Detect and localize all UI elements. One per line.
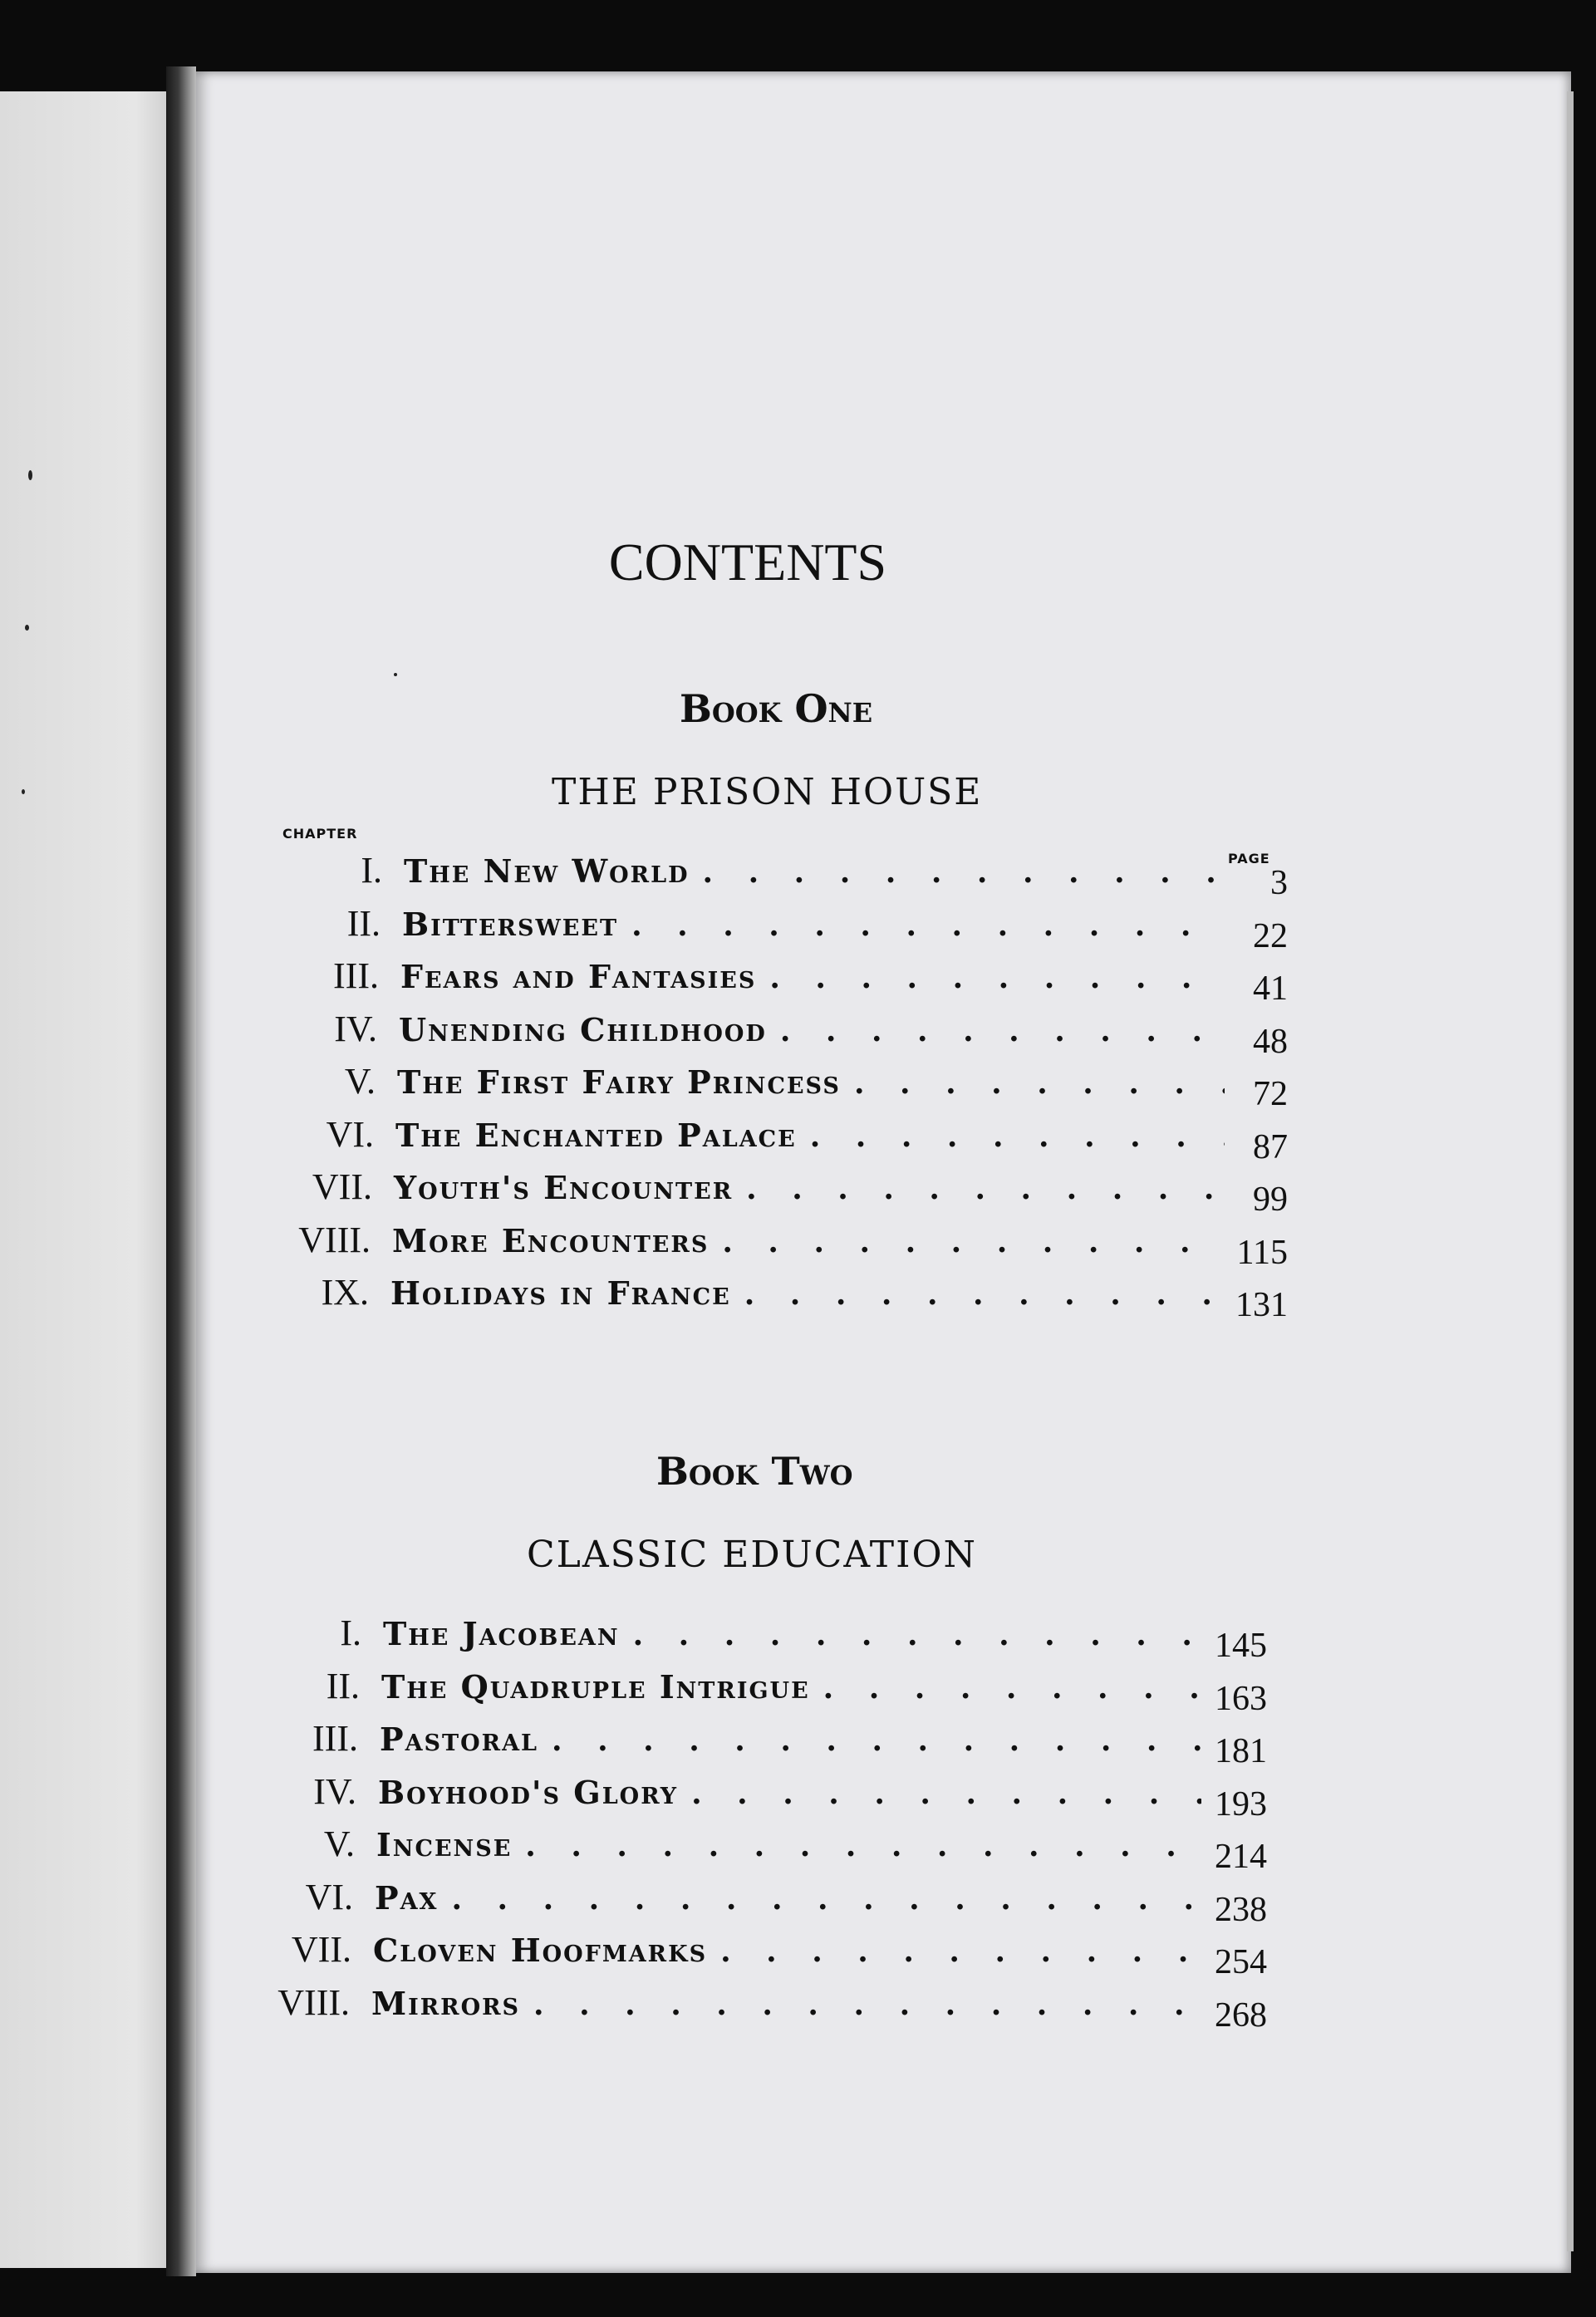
toc-entry xyxy=(249,1113,1288,1166)
toc-entry xyxy=(225,1981,1267,2035)
dot-leader xyxy=(720,1934,1201,1969)
dot-leader xyxy=(633,1617,1201,1652)
chapter-title: Incense xyxy=(376,1826,513,1863)
chapter-title: Boyhood's Glory xyxy=(378,1773,679,1811)
chapter-number: V. xyxy=(323,1824,355,1864)
chapter-number: V. xyxy=(344,1061,376,1102)
chapter-title: The Jacobean xyxy=(383,1615,620,1652)
chapter-page-number: 99 xyxy=(1253,1181,1288,1219)
chapter-page-number: 238 xyxy=(1215,1890,1267,1929)
dot-leader xyxy=(703,855,1225,890)
toc-entry xyxy=(248,1166,1288,1219)
scan-speck xyxy=(22,789,25,794)
contents-heading: CONTENTS xyxy=(608,533,887,592)
toc-entry xyxy=(235,1665,1267,1718)
chapter-title: The First Fairy Princess xyxy=(397,1063,841,1101)
chapter-number: VII. xyxy=(312,1166,372,1207)
book-one-label: Book One xyxy=(680,686,873,731)
toc-entry xyxy=(251,1060,1288,1113)
chapter-number: IX. xyxy=(321,1272,369,1313)
chapter-page-number: 41 xyxy=(1253,970,1288,1008)
chapter-page-number: 3 xyxy=(1270,864,1288,902)
chapter-title: Fears and Fantasies xyxy=(400,958,757,995)
chapter-page-number: 145 xyxy=(1215,1627,1267,1665)
chapter-title: Unending Childhood xyxy=(399,1010,767,1048)
chapter-number: II. xyxy=(326,1665,360,1706)
toc-entry xyxy=(233,1717,1267,1770)
chapter-number: I. xyxy=(340,1613,361,1653)
dot-leader xyxy=(780,1014,1225,1048)
chapter-page-number: 214 xyxy=(1215,1838,1267,1876)
toc-entry xyxy=(228,1876,1267,1929)
scan-speck xyxy=(394,673,397,676)
toc-entry xyxy=(232,1770,1267,1824)
dot-leader xyxy=(691,1776,1201,1811)
chapter-page-number: 181 xyxy=(1215,1732,1267,1770)
dot-leader xyxy=(823,1671,1201,1706)
chapter-number: VIII. xyxy=(277,1981,350,2023)
facing-page-edge xyxy=(0,91,170,2268)
dot-leader xyxy=(746,1171,1225,1206)
chapter-title: Mirrors xyxy=(371,1984,521,2022)
dot-leader xyxy=(631,908,1225,943)
book-two-label: Book Two xyxy=(656,1449,853,1494)
book-two-title: CLASSIC EDUCATION xyxy=(527,1534,978,1576)
chapter-number: VI. xyxy=(305,1876,353,1917)
chapter-title: Pastoral xyxy=(380,1721,539,1758)
dot-leader xyxy=(854,1066,1225,1101)
toc-entry xyxy=(258,849,1288,902)
chapter-page-number: 72 xyxy=(1253,1075,1288,1113)
chapter-number: III. xyxy=(333,955,379,996)
toc-entry xyxy=(254,955,1288,1008)
chapter-page-number: 131 xyxy=(1235,1286,1288,1324)
chapter-title: The Enchanted Palace xyxy=(395,1116,797,1154)
chapter-number: VII. xyxy=(291,1929,351,1970)
toc-entry xyxy=(230,1823,1267,1876)
dot-leader xyxy=(525,1829,1201,1863)
chapter-page-number: 87 xyxy=(1253,1127,1288,1166)
chapter-title: Pax xyxy=(375,1878,439,1917)
book-one-title: THE PRISON HOUSE xyxy=(552,771,983,813)
toc-entry xyxy=(227,1928,1267,1981)
chapter-page-number: 115 xyxy=(1236,1233,1288,1272)
book-gutter xyxy=(166,66,196,2276)
dot-leader xyxy=(533,1987,1201,2022)
chapter-number: IV. xyxy=(334,1008,377,1049)
chapter-title: More Encounters xyxy=(392,1221,710,1259)
chapter-number: I. xyxy=(361,850,382,891)
toc-entry xyxy=(237,1612,1267,1665)
chapter-page-number: 48 xyxy=(1253,1022,1288,1061)
chapter-page-number: 163 xyxy=(1215,1679,1267,1718)
toc-entry xyxy=(246,1219,1288,1272)
toc-entry xyxy=(256,902,1288,955)
page-right-edge xyxy=(1567,91,1574,2251)
chapter-page-number: 22 xyxy=(1253,916,1288,955)
chapter-number: III. xyxy=(312,1718,358,1759)
chapter-title: Cloven Hoofmarks xyxy=(373,1932,708,1969)
dot-leader xyxy=(722,1225,1223,1259)
dot-leader xyxy=(810,1119,1225,1154)
chapter-number: VI. xyxy=(326,1113,374,1155)
dot-leader xyxy=(744,1277,1222,1312)
toc-entry xyxy=(244,1271,1288,1324)
chapter-title: Bittersweet xyxy=(402,905,619,943)
chapter-title: Holidays in France xyxy=(390,1274,731,1312)
dot-leader xyxy=(552,1723,1201,1758)
chapter-title: Youth's Encounter xyxy=(394,1169,734,1206)
chapter-number: IV. xyxy=(313,1770,356,1812)
scan-speck xyxy=(25,625,29,631)
chapter-number: VIII. xyxy=(298,1219,371,1260)
chapter-title: The New World xyxy=(404,852,690,890)
dot-leader xyxy=(769,960,1225,995)
chapter-column-header: CHAPTER xyxy=(282,826,358,842)
page-column-header: PAGE xyxy=(1228,851,1270,866)
toc-entry xyxy=(253,1008,1288,1061)
scan-speck xyxy=(28,470,32,480)
dot-leader xyxy=(451,1882,1201,1917)
chapter-title: The Quadruple Intrigue xyxy=(381,1667,810,1706)
chapter-number: II. xyxy=(346,902,381,944)
chapter-page-number: 254 xyxy=(1215,1943,1267,1981)
chapter-page-number: 193 xyxy=(1215,1784,1267,1824)
chapter-page-number: 268 xyxy=(1215,1995,1267,2035)
